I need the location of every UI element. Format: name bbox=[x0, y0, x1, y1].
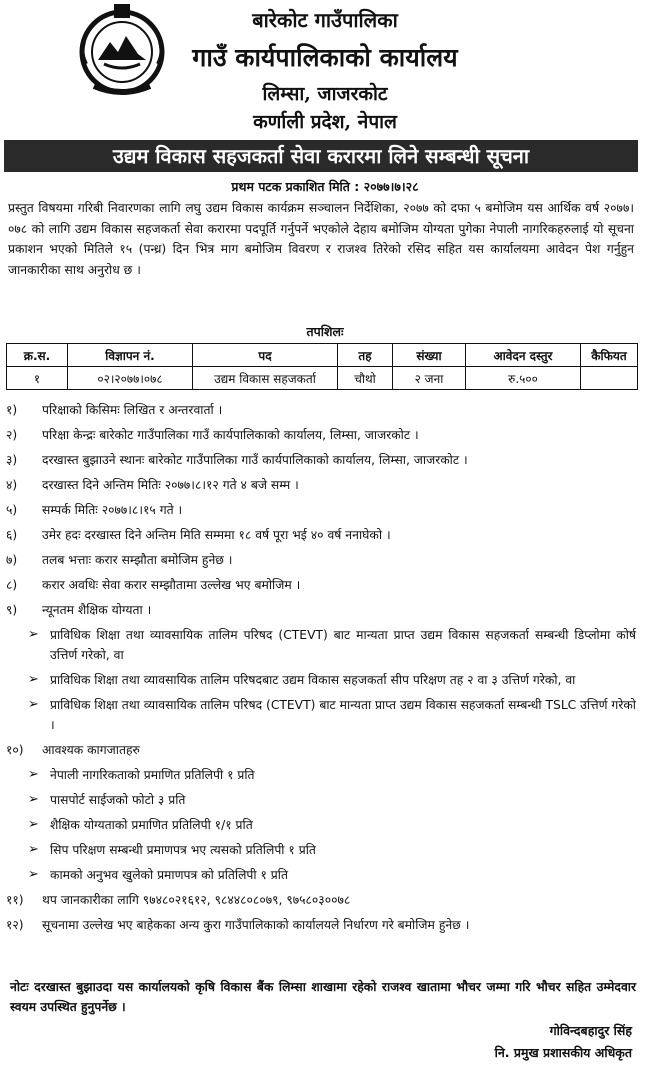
list-item bbox=[6, 425, 636, 445]
item-number: ८) bbox=[6, 578, 18, 592]
arrow-bullet-icon: ➢ bbox=[28, 792, 39, 807]
header bbox=[8, 0, 642, 136]
notice-title-banner: उद्यम विकास सहजकर्ता सेवा करारमा लिने सम्बन्धी सूचना bbox=[4, 140, 638, 172]
item-text: सम्पर्क मितिः २०७७।८।१५ गते । bbox=[42, 503, 183, 517]
item-text: परिक्षा केन्द्रः बारेकोट गाउँपालिका गाउँ कार्यपालिकाको कार्यालय, लिम्सा, जाजरकोट । bbox=[42, 428, 419, 442]
document-item bbox=[6, 840, 636, 860]
cell-remarks bbox=[581, 367, 638, 390]
document-text: कामको अनुभव खुलेको प्रमाणपत्र को प्रतिलिपी १ प्रति bbox=[50, 868, 288, 882]
intro-paragraph: प्रस्तुत विषयमा गरिबी निवारणका लागि लघु उद्यम विकास कार्यक्रम सञ्चालन निर्देशिका, २०७७ को दफा ५ बमोजिम यस आर्थिक वर्ष २०७७।०७८ को लागि उद्यम विकास सहजकर्ता सेवा करारमा पदपूर्ति गर्नुपर्ने भएकोले देहाय बमोजिम योग्यता पुगेका नेपाली नागरिकहरुलाई यो सूचना प्रकाशन भएको मितिले १५ (पन्ध्र) दिन भित्र माग बमोजिम विवरण र राजश्व तिरेको रसिद सहित यस कार्यालयमा आवेदन पेश गर्नुहुन जानकारीका साथ अनुरोध छ । bbox=[8, 201, 634, 277]
item-number: ४) bbox=[6, 478, 18, 492]
list-item bbox=[6, 600, 636, 620]
note-text: नोटः दरखास्त बुझाउदा यस कार्यालयको कृषि विकास बैंक लिम्सा शाखामा रहेको राजश्व खातामा भौचर जम्मा गरि भौचर सहित उम्मेदवार स्वयम उपस्थित हुनुपर्नेछ । bbox=[10, 980, 636, 1014]
list-item bbox=[6, 915, 636, 935]
qualification-item bbox=[6, 695, 636, 735]
col-serial: क्र.स. bbox=[7, 344, 68, 367]
signatory-name: गोविन्दबहादुर सिंह bbox=[549, 1023, 632, 1038]
document-text: नेपाली नागरिकताको प्रमाणित प्रतिलिपी १ प्रति bbox=[50, 768, 255, 782]
item-text: दरखास्त दिने अन्तिम मितिः २०७७।८।१२ गते ४ बजे सम्म । bbox=[42, 478, 299, 492]
document-item bbox=[6, 865, 636, 885]
item-text: आवश्यक कागजातहरु bbox=[42, 743, 140, 757]
qualification-item bbox=[6, 670, 636, 690]
list-item bbox=[6, 525, 636, 545]
cell-ad-number: ०२।२०७७।०७८ bbox=[68, 367, 193, 390]
arrow-bullet-icon: ➢ bbox=[28, 627, 39, 642]
item-text: तलब भत्ताः करार सम्झौता बमोजिम हुनेछ । bbox=[42, 553, 233, 567]
list-item bbox=[6, 450, 636, 470]
item-number: ९) bbox=[6, 603, 18, 617]
qualification-item bbox=[6, 625, 636, 665]
qualification-text: प्राविधिक शिक्षा तथा व्यावसायिक तालिम परिषदबाट उद्यम विकास सहजकर्ता सीप परिक्षण तह २ वा ३ उत्तिर्ण गरेको, वा bbox=[50, 673, 576, 687]
item-number: १२) bbox=[6, 918, 24, 932]
signatory-title: नि. प्रमुख प्रशासकीय अधिकृत bbox=[494, 1045, 632, 1060]
arrow-bullet-icon: ➢ bbox=[28, 767, 39, 782]
item-number: ११) bbox=[6, 893, 24, 907]
item-text: करार अवधिः सेवा करार सम्झौतामा उल्लेख भए बमोजिम । bbox=[42, 578, 301, 592]
office-address: लिम्सा, जाजरकोट bbox=[262, 83, 388, 105]
item-number: ५) bbox=[6, 503, 18, 517]
list-item bbox=[6, 400, 636, 420]
col-post: पद bbox=[193, 344, 338, 367]
item-number: ७) bbox=[6, 553, 18, 567]
item-number: ३) bbox=[6, 453, 18, 467]
conditions-list bbox=[6, 400, 636, 940]
contact-numbers: थप जानकारीका लागि ९७४८०२१६१२, ९८४४८०८०७९, ९७५८०३००७८ bbox=[42, 893, 351, 907]
document-text: पासपोर्ट साईजको फोटो ३ प्रति bbox=[50, 793, 186, 807]
item-text: उमेर हदः दरखास्त दिने अन्तिम मिति सम्ममा १८ वर्ष पूरा भई ४० वर्ष ननाघेको । bbox=[42, 528, 391, 542]
cell-level: चौथो bbox=[338, 367, 393, 390]
col-level: तह bbox=[338, 344, 393, 367]
arrow-bullet-icon: ➢ bbox=[28, 697, 39, 712]
list-item bbox=[6, 890, 636, 910]
table-row bbox=[7, 367, 638, 390]
item-text: दरखास्त बुझाउने स्थानः बारेकोट गाउँपालिका गाउँ कार्यपालिकाको कार्यालय, लिम्सा, जाजरकोट । bbox=[42, 453, 468, 467]
document-item bbox=[6, 790, 636, 810]
document-text: शैक्षिक योग्यताको प्रमाणित प्रतिलिपी १/१ प्रति bbox=[50, 818, 253, 832]
arrow-bullet-icon: ➢ bbox=[28, 842, 39, 857]
col-count: संख्या bbox=[393, 344, 466, 367]
province-country: कर्णाली प्रदेश, नेपाल bbox=[253, 111, 397, 133]
qualification-text: प्राविधिक शिक्षा तथा व्यावसायिक तालिम परिषद (CTEVT) बाट मान्यता प्राप्त उद्यम विकास सहजकर्ता सम्बन्धी TSLC उत्तिर्ण गरेको । bbox=[50, 698, 636, 732]
publish-date: प्रथम पटक प्रकाशित मिति : २०७७।७।२८ bbox=[231, 179, 419, 194]
cell-serial: १ bbox=[7, 367, 68, 390]
details-heading: तपशिलः bbox=[306, 324, 344, 339]
document-text: सिप परिक्षण सम्बन्धी प्रमाणपत्र भए त्यसको प्रतिलिपी १ प्रति bbox=[50, 843, 316, 857]
cell-fee: रु.५०० bbox=[466, 367, 581, 390]
item-text: सूचनामा उल्लेख भए बाहेकका अन्य कुरा गाउँपालिकाको कार्यालयले निर्धारण गरे बमोजिम हुनेछ । bbox=[42, 918, 470, 932]
document-item bbox=[6, 815, 636, 835]
arrow-bullet-icon: ➢ bbox=[28, 672, 39, 687]
document-item bbox=[6, 765, 636, 785]
item-number: ६) bbox=[6, 528, 18, 542]
col-fee: आवेदन दस्तुर bbox=[466, 344, 581, 367]
item-text: न्यूनतम शैक्षिक योग्यता । bbox=[42, 603, 152, 617]
col-remarks: कैफियत bbox=[581, 344, 638, 367]
col-ad-number: विज्ञापन नं. bbox=[68, 344, 193, 367]
item-number: २) bbox=[6, 428, 18, 442]
list-item bbox=[6, 550, 636, 570]
table-header-row bbox=[7, 344, 638, 367]
list-item bbox=[6, 500, 636, 520]
vacancy-table bbox=[6, 343, 638, 390]
item-number: १०) bbox=[6, 743, 24, 757]
qualification-text: प्राविधिक शिक्षा तथा व्यावसायिक तालिम परिषद (CTEVT) बाट मान्यता प्राप्त उद्यम विकास सहजकर्ता सम्बन्धी डिप्लोमा कोर्ष उत्तिर्ण गरेको, वा bbox=[50, 628, 636, 662]
org-name: बारेकोट गाउँपालिका bbox=[252, 8, 398, 32]
arrow-bullet-icon: ➢ bbox=[28, 867, 39, 882]
item-number: १) bbox=[6, 403, 18, 417]
arrow-bullet-icon: ➢ bbox=[28, 817, 39, 832]
list-item bbox=[6, 475, 636, 495]
cell-count: २ जना bbox=[393, 367, 466, 390]
list-item bbox=[6, 740, 636, 760]
office-name: गाउँ कार्यपालिकाको कार्यालय bbox=[192, 43, 458, 72]
list-item bbox=[6, 575, 636, 595]
cell-post: उद्यम विकास सहजकर्ता bbox=[193, 367, 338, 390]
item-text: परिक्षाको किसिमः लिखित र अन्तरवार्ता । bbox=[42, 403, 223, 417]
